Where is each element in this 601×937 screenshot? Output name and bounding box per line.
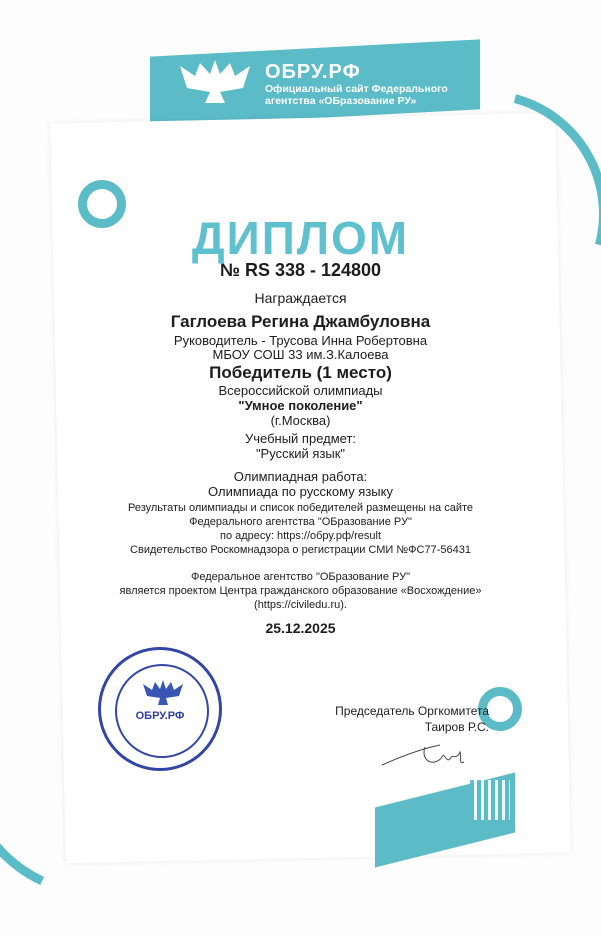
registration: Свидетельство Роскомнадзора о регистрации СМИ №ФС77-56431: [130, 544, 471, 556]
stamp-text: ОБРУ.РФ: [135, 710, 185, 722]
date: 25.12.2025: [265, 620, 336, 636]
subject-label: Учебный предмет:: [244, 431, 357, 446]
agency-url: (https://civiledu.ru).: [254, 599, 347, 611]
signature-role: Председатель Оргкомитета: [335, 704, 489, 718]
signature-name: Таиров Р.С.: [424, 720, 489, 734]
supervisor: Руководитель - Трусова Инна Робертовна: [173, 333, 428, 348]
brand-name: ОБРУ.РФ: [265, 61, 361, 83]
stamp: [98, 647, 222, 771]
work-label: Олимпиадная работа:: [233, 469, 368, 484]
results-text: Результаты олимпиады и список победителей размещены на сайте: [127, 502, 474, 514]
subject: "Русский язык": [255, 446, 346, 461]
diploma-title: ДИПЛОМ: [191, 212, 410, 264]
place: Победитель (1 место): [209, 363, 392, 382]
results-url: по адресу: https://обру.рф/result: [219, 530, 382, 542]
recipient-name: Гаглоева Регина Джамбуловна: [170, 312, 431, 331]
work: Олимпиада по русскому языку: [208, 484, 393, 499]
signature-icon: [380, 737, 470, 772]
qr-code[interactable]: [470, 780, 510, 820]
results-text: Федерального агентства "ОБразование РУ": [189, 516, 412, 528]
tagline: агентства «ОБразование РУ»: [265, 95, 417, 107]
school: МБОУ СОШ 33 им.З.Калоева: [212, 347, 389, 362]
awarded-label: Награждается: [254, 290, 347, 306]
diploma-number: № RS 338 - 124800: [219, 260, 382, 280]
stamp-logo-icon: [141, 680, 185, 706]
agency-text: является проектом Центра гражданского образование «Восхождение»: [119, 585, 482, 597]
city: (г.Москва): [270, 413, 331, 428]
agency-text: Федеральное агентство "ОБразование РУ": [190, 571, 410, 583]
olympiad-name: "Умное поколение": [238, 398, 363, 413]
tagline: Официальный сайт Федерального: [265, 83, 448, 95]
olympiad-prefix: Всероссийской олимпиады: [218, 383, 383, 398]
